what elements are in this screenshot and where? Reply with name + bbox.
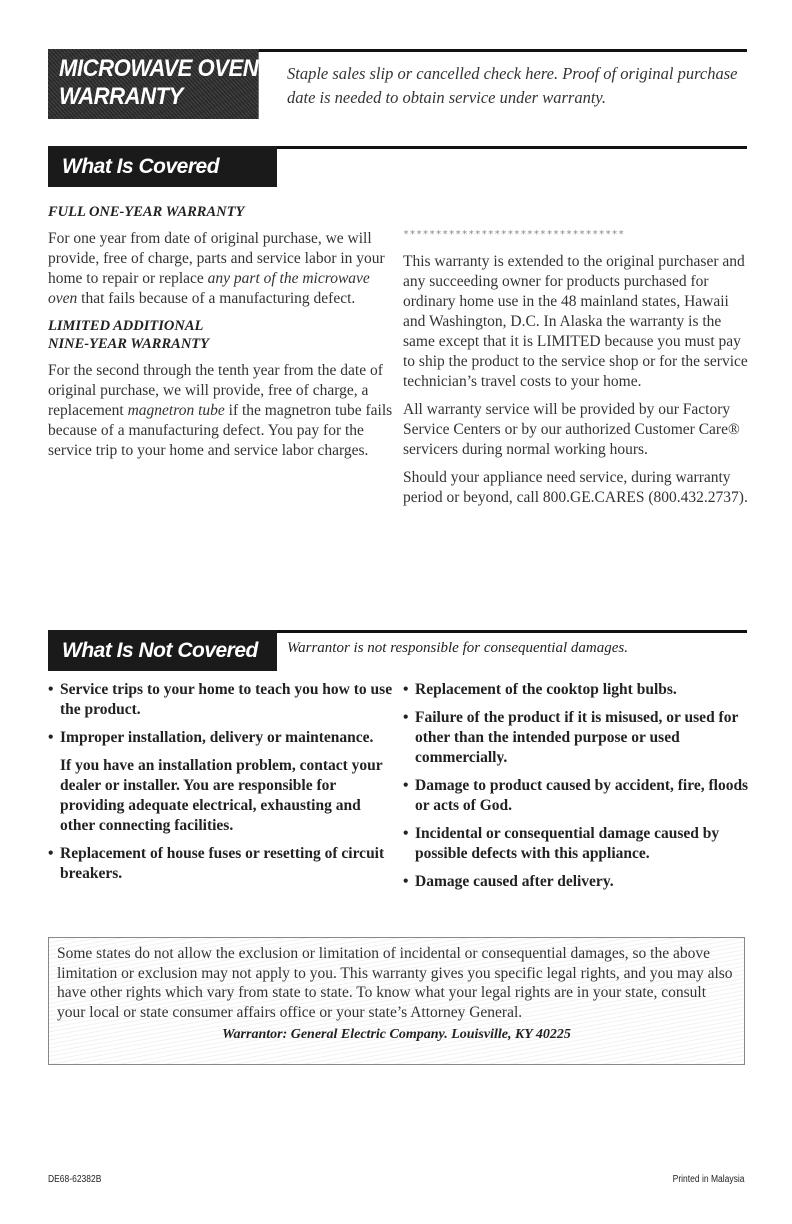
limited-warranty-title — [48, 317, 393, 353]
bullet-icon: • — [403, 777, 409, 794]
list-item-text: Failure of the product if it is misused, or used for other than the intended purpose or used commercially. — [415, 709, 739, 766]
document-title — [48, 49, 259, 119]
bullet-icon: • — [403, 825, 409, 842]
bullet-icon: • — [48, 681, 54, 698]
list-item-text: Improper installation, delivery or maintenance. — [60, 729, 374, 746]
list-item-text: Service trips to your home to teach you how to use the product. — [60, 681, 393, 718]
full-warranty-text-italic: any part of the microwave oven — [48, 270, 370, 307]
printed-in: Printed in Malaysia — [672, 1174, 744, 1185]
installation-note: If you have an installation problem, contact your dealer or installer. You are responsible for providing adequate electrical, exhausting and other connecting facilities. — [60, 757, 383, 834]
full-warranty-title: FULL ONE-YEAR WARRANTY — [48, 204, 245, 220]
bullet-icon: • — [403, 681, 409, 698]
limited-text-a: For the second through the tenth year from the date of original purchase, we will provide, free of charge, a replacement — [48, 362, 383, 419]
covered-left-column — [48, 203, 393, 469]
list-item-text: Damage to product caused by accident, fire, floods or acts of God. — [415, 777, 749, 814]
limited-title-line-1: LIMITED ADDITIONAL — [48, 318, 204, 334]
staple-note: Staple sales slip or cancelled check here. Proof of original purchase date is needed to obtain service under warranty. — [287, 64, 738, 107]
legal-disclaimer-text: Some states do not allow the exclusion or limitation of incidental or consequential damages, so the above limitation or exclusion may not apply to you. This warranty gives you specific legal rights, and you may also have other rights which vary from state to state. To know what your legal rights are in your state, consult your local or state consumer affairs office or your state’s Attorney General. — [57, 945, 733, 1021]
part-number: DE68-62382B — [48, 1174, 102, 1185]
full-warranty-text-b: that fails because of a manufacturing defect. — [77, 290, 356, 307]
coverage-area-text: This warranty is extended to the original purchaser and any succeeding owner for products purchased for ordinary home use in the 48 mainland states, Hawaii and Washington, D.C. In Alaska the warranty is the same except that it is LIMITED because you must pay to ship the product to the service shop or for the service technician’s travel costs to your home. — [403, 253, 748, 390]
list-item-text: Incidental or consequential damage caused by possible defects with this appliance. — [415, 825, 720, 862]
list-item — [403, 708, 753, 768]
list-item-text: Damage caused after delivery. — [415, 873, 614, 890]
not-covered-note: Warrantor is not responsible for consequential damages. — [287, 640, 628, 656]
separator-stars: ********************************** — [403, 229, 625, 240]
bullet-icon: • — [403, 873, 409, 890]
legal-disclaimer-box — [48, 937, 745, 1065]
list-item — [403, 776, 753, 816]
covered-right-column — [403, 252, 753, 516]
list-item — [48, 680, 398, 720]
limited-title-line-2: NINE-YEAR WARRANTY — [48, 336, 210, 352]
limited-warranty-text — [48, 361, 393, 461]
list-item — [403, 872, 753, 892]
covered-heading: What Is Covered — [48, 146, 277, 187]
list-item — [48, 728, 398, 748]
warrantor-line: Warrantor: General Electric Company. Louisville, KY 40225 — [222, 1027, 571, 1042]
title-line-1: MICROWAVE OVEN — [59, 55, 259, 82]
limited-text-italic: magnetron tube — [127, 402, 225, 419]
bullet-icon: • — [48, 729, 54, 746]
bullet-icon: • — [48, 845, 54, 862]
service-provider-text: All warranty service will be provided by our Factory Service Centers or by our authorized Customer Care® servicers during normal working hours. — [403, 401, 740, 458]
limited-text-b: if the magnetron tube fails because of a manufacturing defect. You pay for the service trip to your home and service labor charges. — [48, 402, 393, 459]
full-warranty-text — [48, 229, 393, 309]
list-item — [48, 844, 398, 884]
full-warranty-text-a: For one year from date of original purchase, we will provide, free of charge, parts and service labor in your home to repair or replace — [48, 230, 385, 287]
list-item — [403, 824, 753, 864]
list-item — [403, 680, 753, 700]
not-covered-left-list — [48, 680, 398, 892]
not-covered-heading: What Is Not Covered — [48, 630, 277, 671]
list-item-text: Replacement of the cooktop light bulbs. — [415, 681, 677, 698]
title-line-2: WARRANTY — [59, 83, 183, 110]
service-contact-text: Should your appliance need service, during warranty period or beyond, call 800.GE.CARES (800.432.2737). — [403, 469, 748, 506]
bullet-icon: • — [403, 709, 409, 726]
list-item-text: Replacement of house fuses or resetting of circuit breakers. — [60, 845, 385, 882]
not-covered-right-list — [403, 680, 753, 900]
